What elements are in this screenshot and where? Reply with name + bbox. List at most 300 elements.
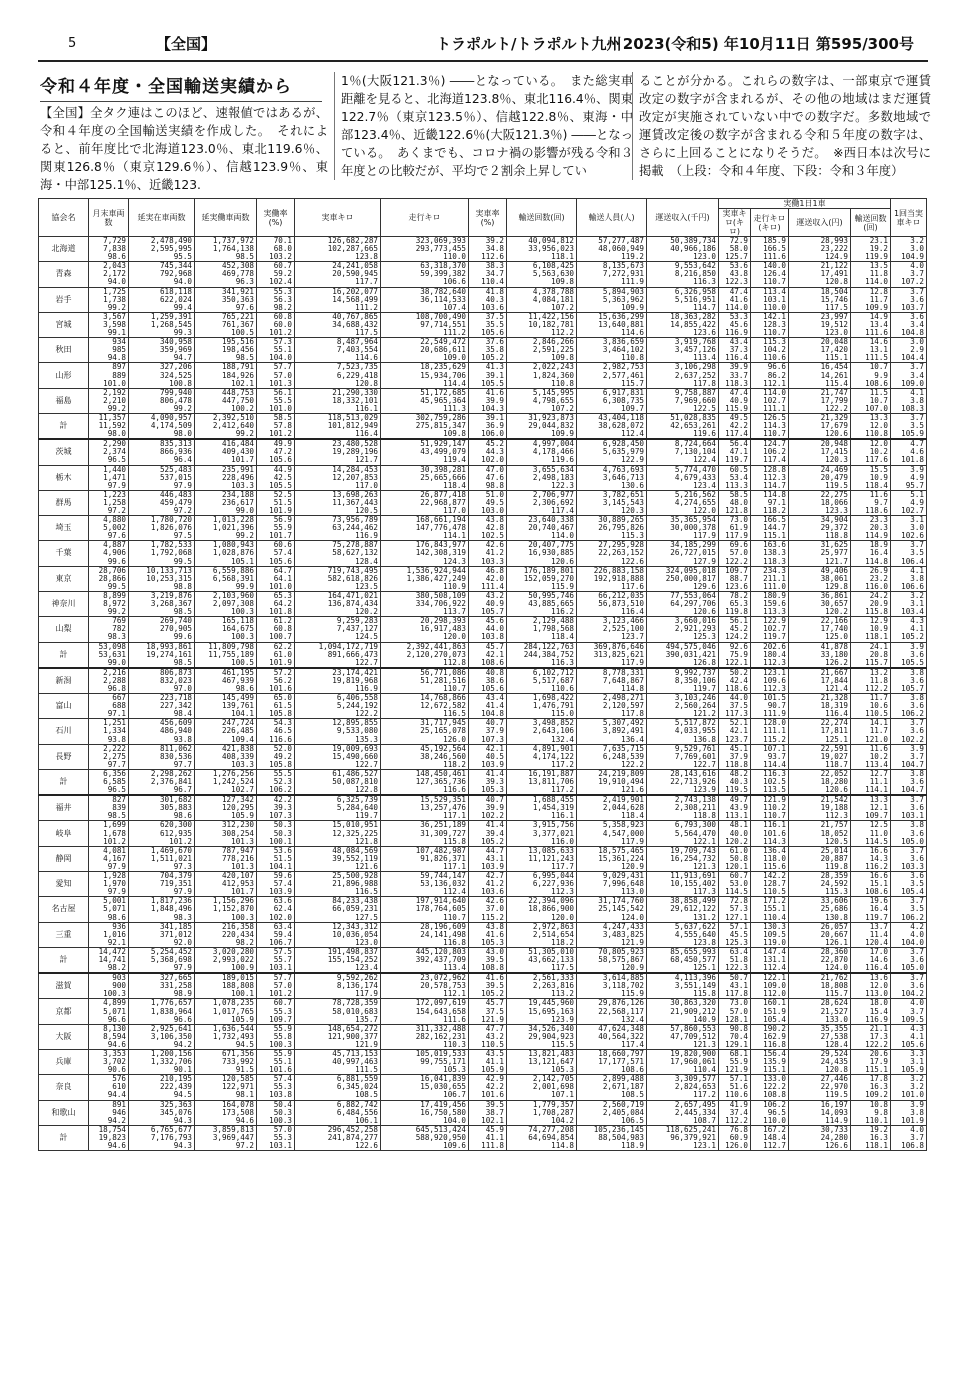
table-cell: 133.0 — [751, 1075, 789, 1084]
table-cell: 125.1 — [789, 736, 851, 745]
table-cell: 51,281,516 — [381, 677, 469, 685]
table-cell: 101.0 — [891, 1091, 927, 1100]
table-cell: 66,212,035 — [577, 591, 647, 600]
table-cell: 39.4 — [469, 830, 507, 838]
table-row — [39, 558, 927, 567]
table-cell: 3.1 — [891, 600, 927, 608]
table-cell: 34,688,432 — [295, 321, 381, 329]
table-cell: 106.6 — [891, 583, 927, 592]
table-cell: 5,216,562 — [647, 490, 719, 499]
table-cell: 105.6 — [469, 329, 507, 338]
table-cell: 45.9 — [469, 1125, 507, 1134]
table-cell: 113.3 — [751, 608, 789, 617]
association-name: 福島 — [39, 388, 89, 413]
table-cell: 21,757 — [789, 821, 851, 830]
table-cell: 14.6 — [851, 338, 891, 347]
association-name: 大阪 — [39, 1024, 89, 1049]
table-cell: 112.3 — [507, 888, 577, 897]
table-cell: 97.0 — [129, 685, 195, 694]
table-cell: 101.8 — [257, 608, 295, 617]
table-cell: 719,743,495 — [295, 566, 381, 575]
table-cell: 2,216 — [89, 668, 129, 677]
association-name: 計 — [39, 413, 89, 439]
table-cell: 155,154,252 — [295, 956, 381, 964]
association-name: 計 — [39, 769, 89, 795]
table-cell: 2,445,334 — [647, 1109, 719, 1117]
table-cell: 115.8 — [851, 608, 891, 617]
table-row — [39, 830, 927, 838]
table-cell: 769 — [89, 617, 129, 626]
table-cell: 39.9 — [469, 397, 507, 405]
table-cell: 38,061 — [789, 575, 851, 583]
association-name: 奈良 — [39, 1075, 89, 1100]
table-cell: 459,479 — [129, 499, 195, 507]
table-cell: 5,517,872 — [647, 719, 719, 728]
table-row — [39, 439, 927, 448]
table-cell: 11.7 — [851, 694, 891, 703]
table-row — [39, 397, 927, 405]
table-cell: 94.2 — [89, 1117, 129, 1126]
table-cell: 4.0 — [891, 262, 927, 271]
table-cell: 48,084,569 — [295, 846, 381, 855]
table-cell: 123.3 — [789, 507, 851, 516]
table-cell: 107.2 — [507, 304, 577, 313]
table-cell: 33,956,023 — [507, 245, 577, 253]
association-name: 茨城 — [39, 439, 89, 465]
table-cell: 114.8 — [751, 490, 789, 499]
table-cell: 106.7 — [257, 939, 295, 948]
transport-results-table-wrapper — [38, 198, 926, 1151]
table-cell: 13,811,706 — [507, 778, 577, 786]
table-row — [39, 685, 927, 694]
table-cell: 14.6 — [851, 956, 891, 964]
table-cell: 50.3 — [257, 1109, 295, 1117]
table-cell: 688 — [89, 702, 129, 710]
table-cell: 3.5 — [891, 880, 927, 888]
table-cell: 2,044,628 — [577, 804, 647, 812]
table-cell: 105.9 — [891, 1066, 927, 1075]
table-cell: 55.7 — [257, 956, 295, 964]
table-cell: 107,482,987 — [381, 846, 469, 855]
table-cell: 2,405,084 — [577, 1109, 647, 1117]
table-cell: 121.6 — [295, 863, 381, 872]
table-cell: 36,861 — [789, 591, 851, 600]
table-cell: 116.4 — [789, 710, 851, 719]
table-cell: 6,793,300 — [647, 821, 719, 830]
table-cell: 117.0 — [295, 482, 381, 491]
table-cell: 116.1 — [295, 405, 381, 414]
table-cell: 56.9 — [257, 516, 295, 525]
table-cell: 118.3 — [751, 558, 789, 567]
table-cell: 42.6 — [469, 897, 507, 906]
table-cell: 105.2 — [891, 633, 927, 642]
table-cell: 2,142,705 — [507, 1075, 577, 1084]
table-cell: 2,577,461 — [577, 372, 647, 380]
table-cell: 7,437,127 — [295, 625, 381, 633]
table-cell: 115.2 — [469, 914, 507, 923]
table-cell: 223,718 — [129, 694, 195, 703]
table-cell: 13,698,263 — [295, 490, 381, 499]
table-cell: 94.7 — [129, 354, 195, 363]
table-row — [39, 999, 927, 1008]
table-cell: 2,657,495 — [647, 1100, 719, 1109]
table-cell: 119.7 — [647, 685, 719, 694]
table-cell: 1,386,427,249 — [381, 575, 469, 583]
table-cell: 110.6 — [719, 1091, 751, 1100]
table-cell: 2,172 — [89, 270, 129, 278]
table-cell: 6,559,886 — [195, 566, 257, 575]
column-header: 運送収入(円) — [789, 209, 851, 237]
table-cell: 103.1 — [257, 1142, 295, 1151]
table-cell: 109.4 — [195, 736, 257, 745]
table-cell: 6,765,677 — [129, 1125, 195, 1134]
table-cell: 94.5 — [195, 1041, 257, 1050]
table-cell: 103.8 — [257, 1091, 295, 1100]
table-cell: 891,666,473 — [295, 651, 381, 659]
table-cell: 42.4 — [719, 677, 751, 685]
table-cell: 38,246,560 — [381, 753, 469, 761]
table-cell: 3.8 — [891, 821, 927, 830]
table-cell: 4,906 — [89, 549, 129, 557]
table-cell: 112.2 — [851, 685, 891, 694]
table-cell: 3.7 — [891, 897, 927, 906]
table-cell: 105.5 — [891, 659, 927, 668]
table-row — [39, 262, 927, 271]
table-row — [39, 947, 927, 956]
association-name: 兵庫 — [39, 1050, 89, 1075]
table-cell: 30,657 — [789, 600, 851, 608]
table-cell: 116.0 — [507, 838, 577, 847]
table-cell: 18,066 — [789, 499, 851, 507]
table-cell: 38,628,072 — [577, 422, 647, 430]
table-cell: 48.0 — [719, 499, 751, 507]
table-cell: 110.3 — [381, 1041, 469, 1050]
table-cell: 3,969,447 — [195, 1134, 257, 1142]
table-cell: 110.7 — [751, 430, 789, 439]
table-cell: 152,059,270 — [507, 575, 577, 583]
table-cell: 120.2 — [789, 608, 851, 617]
table-cell: 110.5 — [469, 1041, 507, 1050]
table-cell: 101.8 — [891, 456, 927, 465]
table-cell: 93.8 — [129, 736, 195, 745]
table-cell: 101.9 — [257, 507, 295, 516]
table-cell: 3,782,651 — [577, 490, 647, 499]
table-cell: 1,259,391 — [129, 312, 195, 321]
table-cell: 29,524 — [789, 1050, 851, 1059]
table-cell: 63,318,370 — [381, 262, 469, 271]
association-name: 東京 — [39, 566, 89, 591]
table-cell: 106.5 — [577, 1117, 647, 1126]
table-cell: 101.7 — [195, 456, 257, 465]
table-cell: 16,930,885 — [507, 549, 577, 557]
table-cell: 11,357 — [89, 413, 129, 422]
table-cell: 1,334 — [89, 727, 129, 735]
table-cell: 63.4 — [719, 947, 751, 956]
table-cell: 60.7 — [257, 999, 295, 1008]
table-cell: 115.6 — [751, 863, 789, 872]
table-cell: 92.0 — [129, 939, 195, 948]
table-cell: 98.3 — [89, 633, 129, 642]
table-cell: 461,195 — [195, 668, 257, 677]
table-cell: 4.1 — [891, 1033, 927, 1041]
table-cell: 68,450,577 — [647, 956, 719, 964]
table-cell: 96,379,921 — [647, 1134, 719, 1142]
association-name: 京都 — [39, 999, 89, 1024]
table-cell: 10,182,781 — [507, 321, 577, 329]
table-cell: 114.1 — [381, 532, 469, 541]
table-cell: 7,523,735 — [295, 363, 381, 372]
table-cell: 56.4 — [719, 439, 751, 448]
table-cell: 55.3 — [257, 287, 295, 296]
table-cell: 827 — [89, 795, 129, 804]
table-cell: 4,899 — [89, 999, 129, 1008]
table-cell: 13,821,483 — [507, 1050, 577, 1059]
table-cell: 55.3 — [257, 1008, 295, 1016]
table-cell: 1,454,319 — [507, 804, 577, 812]
table-cell: 97.2 — [89, 507, 129, 516]
table-cell: 44.3 — [469, 448, 507, 456]
table-cell: 28,624 — [789, 999, 851, 1008]
table-cell: 22,591 — [789, 744, 851, 753]
table-cell: 8,899 — [89, 591, 129, 600]
table-cell: 5,363,962 — [577, 296, 647, 304]
table-cell: 39.5 — [469, 1100, 507, 1109]
table-cell: 100.7 — [257, 633, 295, 642]
table-cell: 7,996,648 — [577, 880, 647, 888]
table-cell: 49,406 — [789, 566, 851, 575]
table-cell: 3,457,126 — [647, 346, 719, 354]
table-cell: 7,176,793 — [129, 1134, 195, 1142]
table-cell: 109.5 — [751, 931, 789, 939]
table-cell: 60.7 — [257, 262, 295, 271]
table-cell: 2,561,333 — [507, 973, 577, 982]
table-cell: 4,167 — [89, 855, 129, 863]
table-cell: 3.6 — [891, 651, 927, 659]
table-cell: 109.0 — [751, 982, 789, 990]
table-cell: 22,870 — [789, 956, 851, 964]
table-cell: 115.9 — [719, 405, 751, 414]
table-cell: 109.7 — [257, 1016, 295, 1025]
table-cell: 117.8 — [719, 990, 751, 999]
table-cell: 114.7 — [751, 482, 789, 491]
table-cell: 106.8 — [891, 1142, 927, 1151]
table-cell: 135.7 — [295, 1016, 381, 1025]
page-number: 5 — [68, 36, 77, 51]
table-cell: 1,779,357 — [507, 1100, 577, 1109]
column-header: 走行キロ(キロ) — [751, 209, 789, 237]
table-cell: 130.3 — [751, 922, 789, 931]
table-cell: 58,627,132 — [295, 549, 381, 557]
table-cell: 103.3 — [469, 558, 507, 567]
table-cell: 68.0 — [257, 245, 295, 253]
table-cell: 105.5 — [257, 482, 295, 491]
table-cell: 126.5 — [751, 413, 789, 422]
table-cell: 18,575,465 — [577, 846, 647, 855]
table-cell: 111.9 — [751, 710, 789, 719]
table-row — [39, 1134, 927, 1142]
table-cell: 6,585 — [89, 778, 129, 786]
table-cell: 28,196,609 — [381, 922, 469, 931]
table-cell: 23.2 — [851, 575, 891, 583]
table-cell: 16.6 — [851, 846, 891, 855]
table-cell: 3,660,016 — [647, 617, 719, 626]
table-row — [39, 516, 927, 525]
table-cell: 40.0 — [719, 830, 751, 838]
association-name: 千葉 — [39, 541, 89, 566]
table-row — [39, 872, 927, 881]
table-cell: 42.1 — [719, 727, 751, 735]
table-cell: 102.5 — [751, 778, 789, 786]
table-cell: 41.6 — [469, 388, 507, 397]
table-cell: 3,598 — [89, 321, 129, 329]
table-row — [39, 338, 927, 347]
table-cell: 13.7 — [851, 922, 891, 931]
association-name: 富山 — [39, 694, 89, 719]
table-cell: 123.1 — [647, 1142, 719, 1151]
table-cell: 176,189,801 — [507, 566, 577, 575]
table-cell: 115.9 — [577, 990, 647, 999]
table-cell: 106.2 — [257, 786, 295, 795]
table-cell: 70.1 — [257, 237, 295, 246]
table-cell: 101.0 — [257, 405, 295, 414]
table-cell: 117.5 — [789, 304, 851, 313]
table-cell: 416,484 — [195, 439, 257, 448]
table-cell: 15,934,706 — [381, 372, 469, 380]
table-cell: 16.6 — [851, 872, 891, 881]
table-cell: 14,284,453 — [295, 465, 381, 474]
table-cell: 2,525,100 — [577, 625, 647, 633]
table-cell: 3.7 — [891, 719, 927, 728]
table-cell: 112.7 — [751, 1142, 789, 1151]
table-cell: 120.8 — [789, 1066, 851, 1075]
table-cell: 2,643,106 — [507, 727, 577, 735]
table-cell: 20.6 — [851, 1050, 891, 1059]
table-cell: 58.5 — [257, 413, 295, 422]
table-cell: 92.1 — [89, 939, 129, 948]
table-cell: 119.0 — [751, 939, 789, 948]
table-row — [39, 372, 927, 380]
newspaper-title: トラポルト/トラポルト九州 — [436, 35, 622, 53]
table-cell: 45.7 — [469, 642, 507, 651]
table-cell: 733,992 — [195, 1058, 257, 1066]
table-cell: 5,894,903 — [577, 287, 647, 296]
table-row — [39, 778, 927, 786]
table-cell: 51,305,010 — [507, 947, 577, 956]
table-cell: 159.6 — [751, 600, 789, 608]
table-cell: 228,496 — [195, 474, 257, 482]
table-row — [39, 719, 927, 728]
table-cell: 704,379 — [129, 872, 195, 881]
table-cell: 24,592 — [789, 880, 851, 888]
table-cell: 4,798,655 — [507, 397, 577, 405]
table-cell: 47.2 — [257, 448, 295, 456]
table-cell: 3.7 — [891, 413, 927, 422]
table-cell: 25,165,078 — [381, 727, 469, 735]
table-cell: 24,469 — [789, 465, 851, 474]
table-cell: 135.3 — [295, 736, 381, 745]
table-cell: 1,016 — [89, 931, 129, 939]
table-cell: 22,394,096 — [507, 897, 577, 906]
table-cell: 99.0 — [195, 507, 257, 516]
table-cell: 120.3 — [577, 507, 647, 516]
table-cell: 110.0 — [381, 253, 469, 262]
table-cell: 42,653,261 — [647, 422, 719, 430]
table-cell: 11.7 — [851, 296, 891, 304]
table-cell: 59.6 — [257, 872, 295, 881]
table-cell: 116.3 — [507, 659, 577, 668]
table-cell: 6,326,958 — [647, 287, 719, 296]
table-cell: 88.7 — [719, 575, 751, 583]
table-cell: 7,130,104 — [647, 448, 719, 456]
table-cell: 28,360 — [789, 947, 851, 956]
table-cell: 48.2 — [719, 769, 751, 778]
table-cell: 105.5 — [469, 380, 507, 389]
table-cell: 4,247,433 — [577, 922, 647, 931]
table-cell: 3,309,577 — [647, 1075, 719, 1084]
table-cell: 269,740 — [129, 617, 195, 626]
article-column-1 — [40, 104, 328, 194]
table-cell: 13.4 — [851, 321, 891, 329]
table-cell: 14,855,422 — [647, 321, 719, 329]
table-cell: 2,591,225 — [507, 346, 577, 354]
table-cell: 3.6 — [891, 872, 927, 881]
table-cell: 57.3 — [257, 338, 295, 347]
table-row — [39, 990, 927, 999]
table-cell: 36,114,533 — [381, 296, 469, 304]
table-cell: 3.6 — [891, 296, 927, 304]
table-cell: 105.6 — [257, 558, 295, 567]
table-cell: 85,655,993 — [647, 947, 719, 956]
table-cell: 6,345,024 — [295, 1083, 381, 1091]
table-row — [39, 786, 927, 795]
table-cell: 103.9 — [469, 761, 507, 770]
table-cell: 48,060,949 — [577, 245, 647, 253]
table-cell: 91.5 — [195, 1066, 257, 1075]
table-cell: 122.7 — [647, 761, 719, 770]
table-row — [39, 465, 927, 474]
table-cell: 57.0 — [257, 982, 295, 990]
table-cell: 51,929,147 — [381, 439, 469, 448]
table-cell: 51,172,685 — [381, 388, 469, 397]
table-cell: 241,874,277 — [295, 1134, 381, 1142]
table-cell: 110.7 — [751, 329, 789, 338]
table-cell: 1,928 — [89, 872, 129, 881]
table-cell: 2,595,995 — [129, 245, 195, 253]
table-cell: 61.2 — [257, 617, 295, 626]
table-cell: 33.7 — [719, 372, 751, 380]
table-cell: 111.2 — [295, 304, 381, 313]
table-cell: 110.0 — [751, 304, 789, 313]
table-cell: 111.4 — [469, 583, 507, 592]
table-cell: 3.4 — [891, 372, 927, 380]
table-cell: 106.6 — [381, 278, 469, 287]
table-cell: 38,782,640 — [381, 287, 469, 296]
table-cell: 116.8 — [751, 1041, 789, 1050]
table-cell: 99.6 — [129, 633, 195, 642]
table-cell: 102.7 — [751, 397, 789, 405]
table-cell: 128.1 — [719, 1016, 751, 1025]
table-cell: 3,614,885 — [577, 973, 647, 982]
table-cell: 331,258 — [129, 982, 195, 990]
table-cell: 65.0 — [257, 694, 295, 703]
table-row — [39, 769, 927, 778]
table-cell: 41,878 — [789, 642, 851, 651]
table-cell: 8,487,964 — [295, 338, 381, 347]
table-cell: 30,000,378 — [647, 524, 719, 532]
table-cell: 50,995,746 — [507, 591, 577, 600]
table-cell: 10.7 — [851, 363, 891, 372]
table-cell: 2,392,441,863 — [381, 642, 469, 651]
